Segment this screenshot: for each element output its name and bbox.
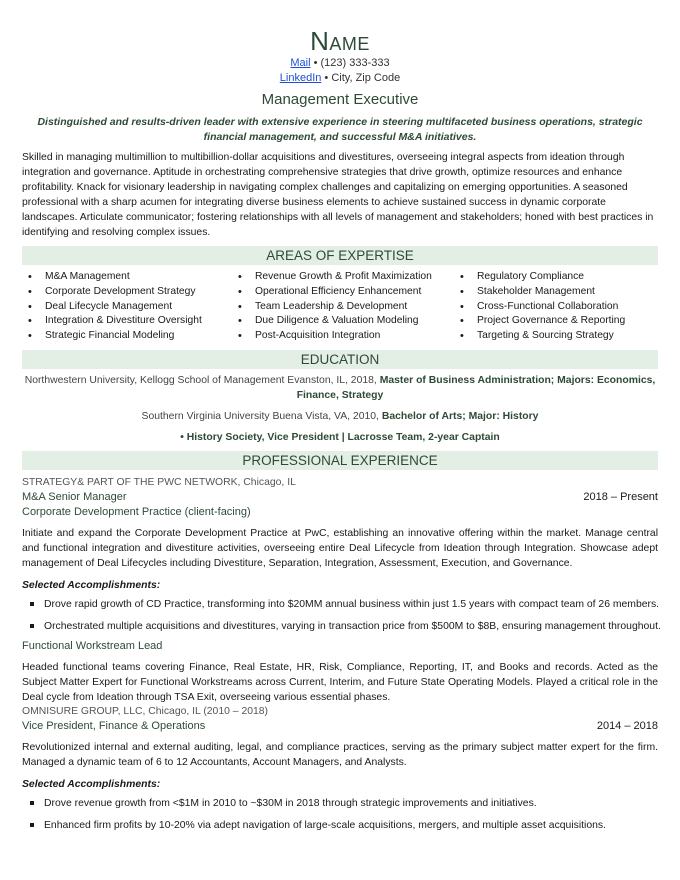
- list-item: • Operational Efficiency Enhancement: [232, 285, 454, 300]
- list-item: • Targeting & Sourcing Strategy: [454, 329, 658, 344]
- linkedin-link[interactable]: LinkedIn: [279, 72, 322, 84]
- mail-link[interactable]: Mail: [290, 57, 311, 69]
- job-2-dates: 2014 – 2018: [596, 719, 658, 732]
- list-item: • Revenue Growth & Profit Maximization: [232, 270, 454, 285]
- list-item: • Regulatory Compliance: [454, 270, 658, 285]
- target-role: Management Executive: [261, 91, 419, 108]
- expertise-column-2: [232, 270, 454, 344]
- expertise-column-3: [454, 270, 658, 344]
- list-item: • Stakeholder Management: [454, 285, 658, 300]
- expertise-column-1: [22, 270, 232, 344]
- school-1: Northwestern University, Kellogg School of Management Evanston, IL, 2018,: [24, 374, 380, 386]
- list-item: Orchestrated multiple acquisitions and divestitures, varying in transaction price from $500M to $8B, ensuring management throughout.: [22, 619, 658, 634]
- job-1-title-line: [22, 490, 658, 505]
- education-activities: • History Society, Vice President | Lacrosse Team, 2-year Captain: [180, 431, 500, 443]
- summary-paragraph: Skilled in managing multimillion to multibillion-dollar acquisitions and divestitures, overseeing integral aspects from ideation through integration and governance. Aptitude in orchestrating comprehensive strategies that drive growth, optimize resources and enhance profitability. Knack for visionary leadership in navigating complex challenges and capitalizing on emerging opportunities. A seasoned professional with a sharp acumen for integrating diverse business elements to achieve sustained success in dynamic corporate landscapes. Articulate communicator; fostering relationships with all levels of management and stakeholders; honed with best practices in identifying and resolving complex issues.: [22, 152, 654, 238]
- list-item: • Cross-Functional Collaboration: [454, 300, 658, 315]
- job-1-role-2-title: Functional Workstream Lead: [22, 639, 163, 652]
- list-item: • Integration & Divestiture Oversight: [22, 314, 232, 329]
- job-1-accomplishments: [22, 597, 661, 634]
- job-1-description: Initiate and expand the Corporate Development Practice at PwC, establishing an innovative offering within the market. Manage central and functional integration and divestiture activities, overseeing entire Deal Lifecycle from Ideation through Integration. Showcase adept management of Deal Lifecycles including Divestiture, Separation, Integration, Assessment, Execution, and Governance.: [22, 527, 658, 569]
- job-1-accomplishments-heading: Selected Accomplishments:: [22, 579, 161, 591]
- contact-line-2: [22, 71, 658, 86]
- job-2-description: Revolutionized internal and external auditing, legal, and compliance practices, serving as the primary subject matter expert for the firm. Managed a dynamic team of 6 to 12 Accountants, Account Managers, and Analysts.: [22, 741, 658, 768]
- degree-2: Bachelor of Arts; Major: History: [381, 410, 539, 422]
- list-item: • Post-Acquisition Integration: [232, 329, 454, 344]
- company-1: STRATEGY& PART OF THE PWC NETWORK, Chicago, IL: [22, 476, 296, 488]
- resume-page: [22, 0, 661, 840]
- list-item: • Corporate Development Strategy: [22, 285, 232, 300]
- phone-text: • (123) 333-333: [310, 57, 390, 69]
- contact-line-1: [22, 56, 658, 71]
- experience-heading-text: PROFESSIONAL EXPERIENCE: [242, 452, 438, 468]
- list-item: • Due Diligence & Valuation Modeling: [232, 314, 454, 329]
- company-2: OMNISURE GROUP, LLC, Chicago, IL (2010 – 2018): [22, 705, 269, 717]
- education-heading-text: EDUCATION: [300, 351, 380, 367]
- job-2-title: Vice President, Finance & Operations: [22, 719, 206, 732]
- job-1-title: M&A Senior Manager: [22, 490, 127, 503]
- job-1-role-2-description: Headed functional teams covering Finance, Real Estate, HR, Risk, Compliance, Reporting, IT, and Books and records. Acted as the Subject Matter Expert for Functional Workstreams across Current, Interim, and Future State Operating Models. Played a critical role in the Deal cycle from Ideation through TSA Exit, overseeing various essential phases.: [22, 661, 658, 703]
- list-item: • Strategic Financial Modeling: [22, 329, 232, 344]
- job-2-accomplishments: [22, 796, 658, 833]
- education-entry-2: [22, 409, 658, 424]
- job-1-dates: 2018 – Present: [583, 490, 658, 503]
- expertise-heading: [22, 246, 658, 265]
- job-2-accomplishments-heading: Selected Accomplishments:: [22, 778, 161, 790]
- job-2-title-line: [22, 719, 658, 734]
- degree-1: Master of Business Administration; Majors: Economics, Finance, Strategy: [296, 374, 656, 401]
- list-item: • M&A Management: [22, 270, 232, 285]
- job-1-subtitle: Corporate Development Practice (client-facing): [22, 505, 251, 518]
- list-item: Drove rapid growth of CD Practice, transforming into $20MM annual business within just 1.5 years with compact team of 26 members.: [22, 597, 658, 612]
- experience-heading: [22, 451, 658, 470]
- education-entry-1: [22, 373, 658, 403]
- school-2: Southern Virginia University Buena Vista, VA, 2010,: [141, 410, 382, 422]
- list-item: • Project Governance & Reporting: [454, 314, 658, 329]
- expertise-heading-text: AREAS OF EXPERTISE: [266, 248, 414, 263]
- list-item: Drove revenue growth from <$1M in 2010 to ~$30M in 2018 through strategic improvements and initiatives.: [22, 796, 658, 811]
- list-item: • Deal Lifecycle Management: [22, 300, 232, 315]
- location-text: • City, Zip Code: [321, 72, 401, 84]
- education-heading: [22, 350, 658, 369]
- expertise-list: [22, 270, 658, 344]
- candidate-name: Name: [310, 26, 370, 56]
- tagline: Distinguished and results-driven leader with extensive experience in steering multifaceted business operations, strategic financial management, and successful M&A initiatives.: [37, 116, 643, 143]
- list-item: Enhanced firm profits by 10-20% via adept navigation of large-scale acquisitions, mergers, and multiple asset acquisitions.: [22, 818, 658, 833]
- list-item: • Team Leadership & Development: [232, 300, 454, 315]
